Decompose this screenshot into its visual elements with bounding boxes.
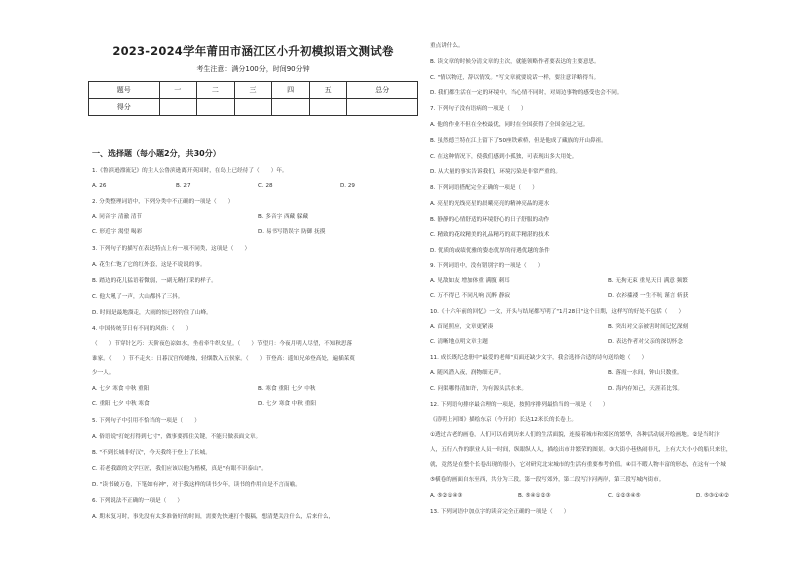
q12-text-line: ①透过古老的画卷，人们可以看到历来人们的生活面貌，连接着城市和郊区的繁华，各种活动展开绘画地。②是当时汴 — [430, 432, 720, 438]
q12-option-c[interactable]: C. ①②③④⑤ — [608, 493, 641, 499]
q11-option-c[interactable]: C. 问渠哪得清如许，为有源头活水来。 — [430, 386, 527, 392]
exam-note: 考生注意：满分100分，时间90分钟 — [196, 65, 310, 73]
page-title: 2023-2024学年莆田市涵江区小升初模拟语文测试卷 — [112, 44, 394, 58]
question-13: 13. 下列词语中加点字的读音完全正确的一项是（ ） — [430, 509, 570, 515]
q9-option-b[interactable]: B. 无拘无束 重见天日 满意 频繁 — [608, 278, 688, 284]
q4-option-b[interactable]: B. 寒食 重阳 七夕 中秋 — [258, 386, 316, 392]
question-12: 12. 下列语句排序最合理的一项是，按照序排列最恰当的一项是（ ） — [430, 402, 609, 408]
q2-option-c[interactable]: C. 形近字 渴望 喝彩 — [92, 229, 143, 235]
score-header-cell: 题号 — [89, 82, 160, 99]
q1-option-a[interactable]: A. 26 — [92, 183, 107, 189]
q7-option-c[interactable]: C. 在这种情况下，使我们感到小孤独，可表现出多大用处。 — [430, 154, 578, 160]
score-blank-cell[interactable] — [309, 99, 347, 116]
q10-option-d[interactable]: D. 表达作者对父亲的深切怀念 — [608, 339, 683, 345]
q5-option-d[interactable]: D. "读书破万卷，下笔如有神"，对于我这样的读书少年，读书的作用自是不言而喻。 — [92, 482, 301, 488]
q12-text-line: 人，五行八作的职业人员一时间，纵眼纵人人，描绘出市井繁荣的图景。③大街小巷热闹非凡，上有大大小小的船只来往， — [430, 447, 732, 453]
score-blank-cell[interactable] — [197, 99, 235, 116]
q3-option-b[interactable]: B. 踏边的花儿猛语着微弱，一副无精打采的样子。 — [92, 278, 217, 284]
score-table-header-row — [89, 82, 418, 99]
q12-text-line: 《清明上河图》描绘东京（今开封）长达12米长的长卷上。 — [430, 417, 577, 423]
score-header-cell: 二 — [197, 82, 235, 99]
question-4: 4. 中国传统节日有不同的风俗：（ ） — [92, 326, 192, 332]
q9-option-a[interactable]: A. 见敌如友 增加体重 满腹 刺耳 — [430, 278, 510, 284]
score-blank-cell[interactable] — [159, 99, 197, 116]
q6-option-b[interactable]: B. 读文章的时候分清文章的主次，就能领略作者要表达的主要意思。 — [430, 59, 600, 65]
q8-option-d[interactable]: D. 优质的或绩优雅的姿态优厚的待遇优越的条件 — [430, 248, 550, 254]
q5-option-c[interactable]: C. 若老我跟的文学巨匠，我们应该以他为楷模，真是"有眼不识泰山"。 — [92, 466, 267, 472]
question-2: 2. 分类整理词语中，下列分类中不正确的一项是（ ） — [92, 199, 234, 205]
score-header-cell: 五 — [309, 82, 347, 99]
question-8: 8. 下列词语搭配完全正确的一项是（ ） — [430, 185, 538, 191]
question-6: 6. 下列说法不正确的一项是（ ） — [92, 498, 184, 504]
score-blank-cell[interactable] — [347, 99, 418, 116]
q1-option-d[interactable]: D. 29 — [340, 183, 355, 189]
question-11: 11. 成长既纪念册中"最爱的老师"页面还缺少文字，我会选择合适的诗句送给她（ ） — [430, 355, 648, 361]
score-table-score-row — [89, 99, 418, 116]
q8-option-a[interactable]: A. 亮星的光线亮星的晨曦亮亮的精神亮晶的迎水 — [430, 201, 550, 207]
q4-text-line: 谁家。（ ）节不走火：日暮汉宫传蜡烛，轻烟散入五侯家。（ ）节登高：遥知兄弟登高处，遍插茱萸 — [92, 356, 355, 362]
q3-option-d[interactable]: D. 时间是最地溜走，大雨的惊已经钓住了山峰。 — [92, 310, 212, 316]
question-1: 1.《鲁滨逊漂流记》的主人公鲁滨逊离开英国时，在岛上已经待了（ ）年。 — [92, 168, 288, 174]
q9-option-d[interactable]: D. 衣衫褴褛 一生不吭 谨言 斩获 — [608, 293, 689, 299]
q4-option-c[interactable]: C. 重阳 七夕 中秋 寒食 — [92, 401, 150, 407]
q12-text-line: ⑤横卷的画面自东至西，共分为三段。第一段写郊外，第二段写汴河两岸，第三段写城内街市。 — [430, 477, 665, 483]
question-10: 10.《十六年前的回忆》一文，开头与结尾都写明了"1月28日"这个日期，这样写的好处不包括（ ） — [430, 309, 685, 315]
q10-option-a[interactable]: A. 首尾照应，文章更紧凑 — [430, 324, 494, 330]
score-header-cell: 一 — [159, 82, 197, 99]
section-heading: 一、选择题（每小题2分，共30分） — [92, 149, 221, 158]
score-blank-cell[interactable] — [234, 99, 272, 116]
q4-option-a[interactable]: A. 七夕 寒食 中秋 重阳 — [92, 386, 150, 392]
score-header-cell: 总分 — [347, 82, 418, 99]
q10-option-c[interactable]: C. 清晰地点明文章主题 — [430, 339, 488, 345]
q12-option-d[interactable]: D. ⑤③①④② — [696, 493, 729, 499]
q6-option-d[interactable]: D. 我们都生活在一定的环境中，当心情不同时，对周边事物的感受也会不同。 — [430, 90, 623, 96]
q8-option-b[interactable]: B. 静静的心情舒适的环境舒心的日子舒服的动作 — [430, 217, 550, 223]
q4-text-line: 少一人。 — [92, 370, 115, 376]
q7-option-d[interactable]: D. 从大量的事实告诉我们，环境污染是非常严重的。 — [430, 169, 561, 175]
question-7: 7. 下列句子没有语病的一项是（ ） — [430, 106, 527, 112]
q6-option-a[interactable]: A. 期末复习时，事先没有太多准备好的时间，需要先快速打个腹稿，想清楚关注什么，后来什么， — [92, 514, 335, 520]
question-3: 3. 下列句子的描写在表达特点上有一项不同类，这项是（ ） — [92, 246, 251, 252]
score-header-cell: 四 — [272, 82, 310, 99]
q1-option-c[interactable]: C. 28 — [258, 183, 273, 189]
q12-option-a[interactable]: A. ⑤②①④③ — [430, 493, 463, 499]
q11-option-b[interactable]: B. 落霞一水间，钟山只数重。 — [608, 370, 683, 376]
q11-option-d[interactable]: D. 海内存知己，天涯若比邻。 — [608, 386, 683, 392]
q2-option-a[interactable]: A. 同音字 清澈 清节 — [92, 214, 142, 220]
q3-option-a[interactable]: A. 花生仁饱了它的红外套，这是不说说的事。 — [92, 262, 206, 268]
score-table — [88, 81, 418, 116]
q7-option-b[interactable]: B. 虽然德兰特在江上留下了50座铁索桥，但是他成了藏族的开山鼻祖。 — [430, 138, 607, 144]
q12-option-b[interactable]: B. ⑤④①②③ — [518, 493, 551, 499]
q2-option-b[interactable]: B. 多音字 西藏 躲藏 — [258, 214, 309, 220]
q6-option-c[interactable]: C. "情以物迁，辞以情发。"写文章就要说话一样，要注意详略得当。 — [430, 75, 600, 81]
q7-option-a[interactable]: A. 他的作业不但在全校最优，同时在全国获得了全国金冠之冠。 — [430, 122, 589, 128]
q4-option-d[interactable]: D. 七夕 寒食 中秋 重阳 — [258, 401, 316, 407]
question-9: 9. 下列词语中，没有错别字的一项是（ ） — [430, 263, 544, 269]
q6-option-a-cont: 重点讲什么。 — [430, 43, 464, 49]
q2-option-d[interactable]: D. 易书写错误字 防御 抚摸 — [258, 229, 326, 235]
q1-option-b[interactable]: B. 27 — [176, 183, 191, 189]
q9-option-c[interactable]: C. 万不得已 不同凡响 沉醉 静寂 — [430, 293, 510, 299]
score-blank-cell[interactable] — [272, 99, 310, 116]
q5-option-a[interactable]: A. 俗语说"打蛇打得到七寸"，做事要抓住关键，不能只做表面文章。 — [92, 434, 262, 440]
q11-option-a[interactable]: A. 随风潜入夜，润物细无声。 — [430, 370, 505, 376]
q4-text-line: （ ）节穿针乞巧：天阶夜色凉如水，坐看牵牛织女星。（ ）节望月：今夜月明人尽望，不知秋思落 — [92, 341, 353, 347]
score-row-label: 得分 — [89, 99, 160, 116]
q3-option-c[interactable]: C. 他大吼了一声，大山都抖了三抖。 — [92, 294, 184, 300]
q10-option-b[interactable]: B. 突出对父亲被害时间记忆深刻 — [608, 324, 689, 330]
q8-option-c[interactable]: C. 精致的花纹精美的礼品精巧的双手精湛的技术 — [430, 232, 550, 238]
q5-option-b[interactable]: B. "不到长城非好汉"，今天我终于登上了长城。 — [92, 450, 211, 456]
q12-text-line: 就，竟然是在整个长卷出现的很小，它对研究北宋城市的生活有重要参考价值。④目不暇人物丰富的形态，在这有一个城 — [430, 462, 726, 468]
question-5: 5. 下列句子中引用不恰当的一项是（ ） — [92, 418, 200, 424]
score-header-cell: 三 — [234, 82, 272, 99]
